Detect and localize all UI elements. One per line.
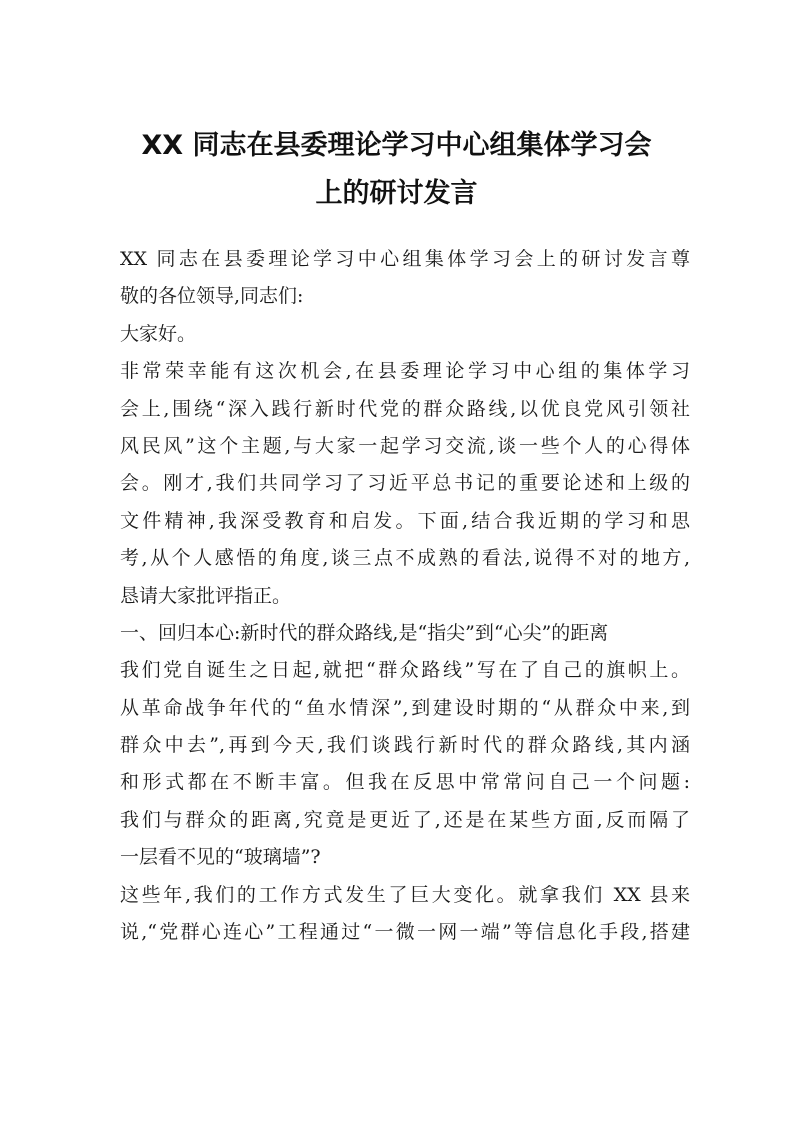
body-line-18: 这些年,我们的工作方式发生了巨大变化。就拿我们 XX 县来 (120, 883, 690, 906)
body-line-9: 考,从个人感悟的角度,谈三点不成熟的看法,说得不对的地方, (120, 547, 690, 570)
body-line-14: 群众中去”,再到今天,我们谈践行新时代的群众路线,其内涵 (120, 734, 690, 757)
body-line-5: 会上,围绕“深入践行新时代党的群众路线,以优良党风引领社 (120, 397, 690, 420)
body-line-3: 大家好。 (120, 322, 197, 345)
document-title-line-1: XX 同志在县委理论学习中心组集体学习会 (141, 130, 652, 161)
body-line-2: 敬的各位领导,同志们: (120, 285, 304, 308)
document-title-line-2: 上的研讨发言 (315, 178, 478, 209)
body-line-10: 恳请大家批评指正。 (120, 584, 292, 607)
body-line-6: 风民风”这个主题,与大家一起学习交流,谈一些个人的心得体 (120, 434, 690, 457)
body-line-19: 说,“党群心连心”工程通过“一微一网一端”等信息化手段,搭建 (120, 921, 690, 944)
body-line-15: 和形式都在不断丰富。但我在反思中常常问自己一个问题: (120, 771, 690, 794)
body-line-13: 从革命战争年代的“鱼水情深”,到建设时期的“从群众中来,到 (120, 696, 690, 719)
body-line-7: 会。刚才,我们共同学习了习近平总书记的重要论述和上级的 (120, 472, 690, 495)
body-line-12: 我们党自诞生之日起,就把“群众路线”写在了自己的旗帜上。 (120, 659, 690, 682)
body-line-4: 非常荣幸能有这次机会,在县委理论学习中心组的集体学习 (120, 360, 690, 383)
body-line-8: 文件精神,我深受教育和启发。下面,结合我近期的学习和思 (120, 509, 690, 532)
section-heading-1: 一、回归本心:新时代的群众路线,是“指尖”到“心尖”的距离 (120, 621, 609, 644)
body-line-17: 一层看不见的“玻璃墙”? (120, 846, 321, 869)
document-body (120, 241, 690, 951)
body-line-1: XX 同志在县委理论学习中心组集体学习会上的研讨发言尊 (120, 248, 690, 270)
body-line-16: 我们与群众的距离,究竟是更近了,还是在某些方面,反而隔了 (120, 808, 690, 831)
